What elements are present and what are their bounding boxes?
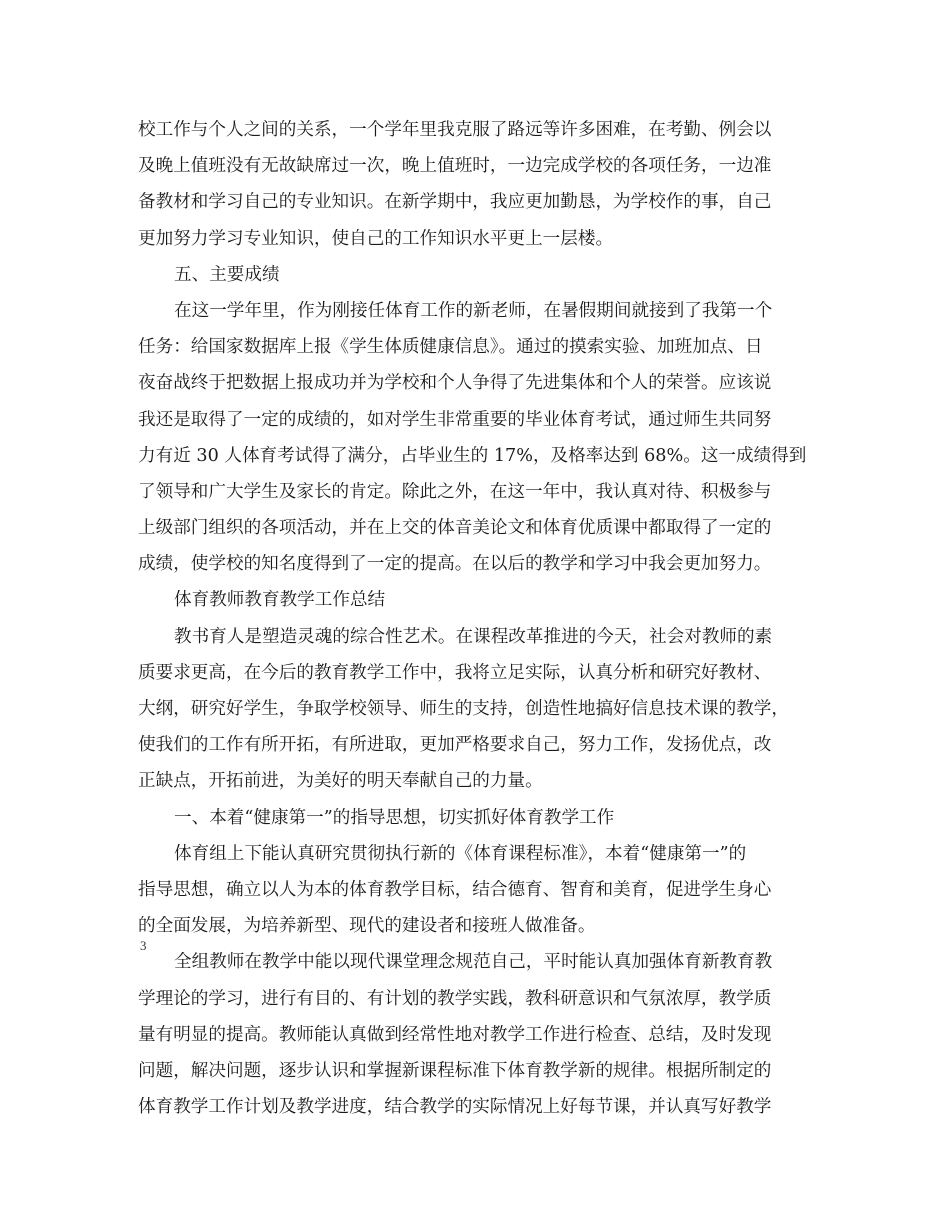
text-line: 任务：给国家数据库上报《学生体质健康信息》。通过的摸索实验、加班加点、日: [138, 337, 763, 358]
page-number: 3: [140, 938, 147, 953]
text-line: 了领导和广大学生及家长的肯定。除此之外，在这一年中，我认真对待、积极参与: [138, 481, 772, 502]
text-line: 及晚上值班没有无故缺席过一次，晚上值班时，一边完成学校的各项任务，一边准: [138, 156, 772, 177]
text-line: 体育教师教育教学工作总结: [174, 590, 386, 611]
text-line: 的全面发展，为培养新型、现代的建设者和接班人做准备。: [138, 916, 596, 937]
text-line: 力有近 30 人体育考试得了满分，占毕业生的 17%，及格率达到 68%。这一成绩得到: [138, 445, 807, 466]
text-line: 体育教学工作计划及教学进度，结合教学的实际情况上好每节课，并认真写好教学: [138, 1097, 772, 1118]
text-line: 量有明显的提高。教师能认真做到经常性地对教学工作进行检查、总结，及时发现: [138, 1024, 772, 1045]
text-line: 在这一学年里，作为刚接任体育工作的新老师，在暑假期间就接到了我第一个: [174, 300, 773, 321]
text-line: 体育组上下能认真研究贯彻执行新的《体育课程标准》，本着“健康第一”的: [174, 843, 747, 864]
text-line: 夜奋战终于把数据上报成功并为学校和个人争得了先进集体和个人的荣誉。应该说: [138, 373, 772, 394]
text-line: 校工作与个人之间的关系，一个学年里我克服了路远等许多困难，在考勤、例会以: [138, 120, 772, 140]
text-line: 问题，解决问题，逐步认识和掌握新课程标准下体育教学新的规律。根据所制定的: [138, 1060, 772, 1081]
text-line: 大纲，研究好学生，争取学校领导、师生的支持，创造性地搞好信息技术课的教学，: [138, 699, 789, 719]
text-line: 正缺点，开拓前进，为美好的明天奉献自己的力量。: [138, 771, 543, 792]
text-line: 质要求更高，在今后的教育教学工作中，我将立足实际，认真分析和研究好教材、: [138, 662, 772, 683]
text-line: 我还是取得了一定的成绩的，如对学生非常重要的毕业体育考试，通过师生共同努: [138, 409, 772, 430]
text-line: 一、本着“健康第一”的指导思想，切实抓好体育教学工作: [174, 807, 615, 828]
text-line: 学理论的学习，进行有目的、有计划的教学实践，教科研意识和气氛浓厚，教学质: [138, 988, 772, 1009]
text-line: 指导思想，确立以人为本的体育教学目标，结合德育、智育和美育，促进学生身心: [138, 879, 772, 900]
text-line: 使我们的工作有所开拓，有所进取，更加严格要求自己，努力工作，发扬优点，改: [138, 735, 772, 756]
text-line: 更加努力学习专业知识，使自己的工作知识水平更上一层楼。: [138, 228, 614, 249]
text-line: 上级部门组织的各项活动，并在上交的体音美论文和体育优质课中都取得了一定的: [138, 518, 772, 539]
text-line: 五、主要成绩: [174, 264, 280, 285]
text-line: 成绩，使学校的知名度得到了一定的提高。在以后的教学和学习中我会更加努力。: [138, 554, 772, 575]
text-line: 备教材和学习自己的专业知识。在新学期中，我应更加勤恳，为学校作的事，自己: [138, 192, 772, 213]
text-line: 全组教师在教学中能以现代课堂理念规范自己，平时能认真加强体育新教育教: [174, 952, 773, 973]
text-line: 教书育人是塑造灵魂的综合性艺术。在课程改革推进的今天，社会对教师的素: [174, 626, 773, 647]
body-text: [138, 112, 814, 1125]
